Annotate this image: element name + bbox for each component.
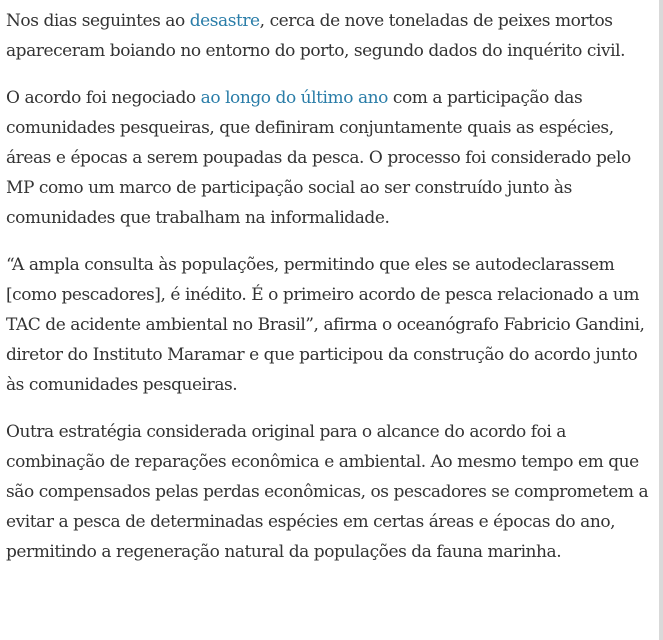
- paragraph-desastre: [6, 6, 658, 66]
- paragraph-acordo: [6, 83, 658, 233]
- paragraph-text: , cerca de nove toneladas de peixes mortos apareceram boiando no entorno do porto, segundo dados do inquérito civil.: [6, 11, 626, 61]
- paragraph-text: “A ampla consulta às populações, permitindo que eles se autodeclarassem [como pescadores], é inédito. É o primeiro acordo de pesca relacionado a um TAC de acidente ambiental no Brasil”, afirma o oceanógrafo Fabricio Gandini, diretor do Instituto Maramar e que participou da construção do acordo junto às comunidades pesqueiras.: [6, 255, 645, 395]
- scrollbar-track[interactable]: [659, 0, 663, 640]
- paragraph-text: O acordo foi negociado: [6, 88, 201, 108]
- paragraph-text: com a participação das comunidades pesqueiras, que definiram conjuntamente quais as espécies, áreas e épocas a serem poupadas da pesca. O processo foi considerado pelo MP como um marco de participação social ao ser construído junto às comunidades que trabalham na informalidade.: [6, 88, 631, 228]
- paragraph-quote-gandini: [6, 250, 658, 400]
- paragraph-text: Outra estratégia considerada original para o alcance do acordo foi a combinação de reparações econômica e ambiental. Ao mesmo tempo em que são compensados pelas perdas econômicas, os pescadores se comprometem a evitar a pesca de determinadas espécies em certas áreas e épocas do ano, permitindo a regeneração natural da populações da fauna marinha.: [6, 422, 649, 562]
- link-ao-longo-do-ultimo-ano[interactable]: ao longo do último ano: [200, 88, 388, 108]
- paragraph-text: Nos dias seguintes ao: [6, 11, 190, 31]
- paragraph-estrategia: [6, 417, 658, 567]
- link-desastre[interactable]: desastre: [189, 11, 260, 31]
- article-body: [6, 6, 658, 584]
